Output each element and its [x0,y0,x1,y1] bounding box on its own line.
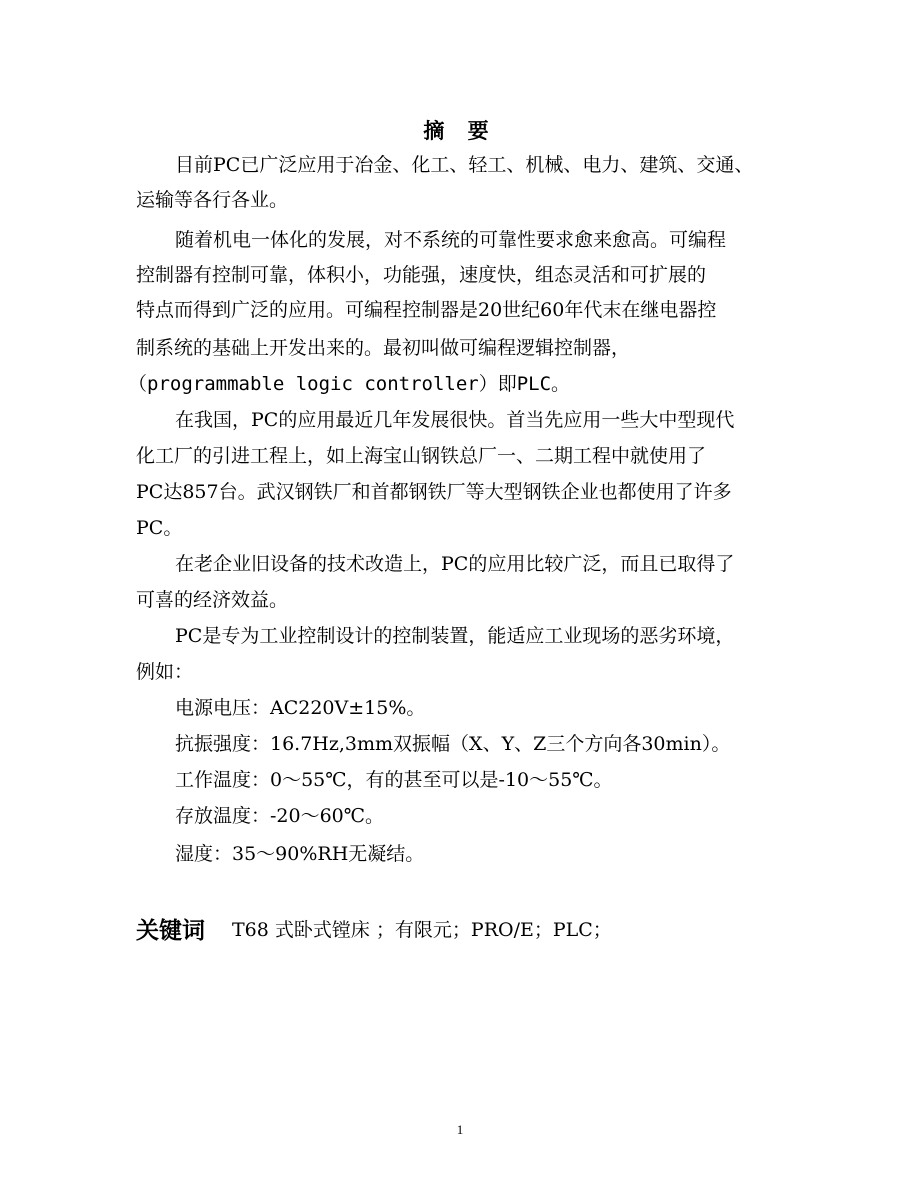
keywords-label: 关键词 [136,918,205,944]
abstract-line: 随着机电一体化的发展，对不系统的可靠性要求愈来愈高。可编程 [175,229,727,251]
abstract-line: （programmable logic controller）即PLC。 [128,373,571,395]
abstract-line: 可喜的经济效益。 [136,589,289,611]
spec-line: 工作温度：0～55℃，有的甚至可以是-10～55℃。 [175,769,613,791]
abstract-line: 在我国，PC的应用最近几年发展很快。首当先应用一些大中型现代 [175,409,735,431]
abstract-line: 在老企业旧设备的技术改造上，PC的应用比较广泛，而且已取得了 [175,553,735,575]
page-number: 1 [456,1122,464,1137]
abstract-line: 制系统的基础上开发出来的。最初叫做可编程逻辑控制器， [136,337,631,359]
spec-line: 电源电压：AC220V±15%。 [175,697,426,719]
abstract-line: 目前PC已广泛应用于冶金、化工、轻工、机械、电力、建筑、交通、 [175,154,754,176]
abstract-line: 例如： [136,661,194,683]
keywords-text: T68 式卧式镗床 ；有限元；PRO/E；PLC； [232,919,612,941]
spec-line: 湿度：35～90%RH无凝结。 [175,843,425,865]
abstract-line: 控制器有控制可靠，体积小，功能强，速度快，组态灵活和可扩展的 [136,264,707,286]
abstract-line: PC。 [136,517,183,539]
abstract-title: 摘 要 [423,119,497,143]
abstract-line: 特点而得到广泛的应用。可编程控制器是20世纪60年代末在继电器控 [136,299,717,321]
spec-line: 存放温度：-20～60℃。 [175,805,385,827]
abstract-line: PC达857台。武汉钢铁厂和首都钢铁厂等大型钢铁企业也都使用了许多 [136,481,732,503]
abstract-line: 化工厂的引进工程上，如上海宝山钢铁总厂一、二期工程中就使用了 [136,445,707,467]
abstract-line: PC是专为工业控制设计的控制装置，能适应工业现场的恶劣环境， [175,625,735,647]
spec-line: 抗振强度：16.7Hz,3mm双振幅（X、Y、Z三个方向各30min）。 [175,733,731,755]
abstract-line: 运输等各行各业。 [136,189,289,211]
